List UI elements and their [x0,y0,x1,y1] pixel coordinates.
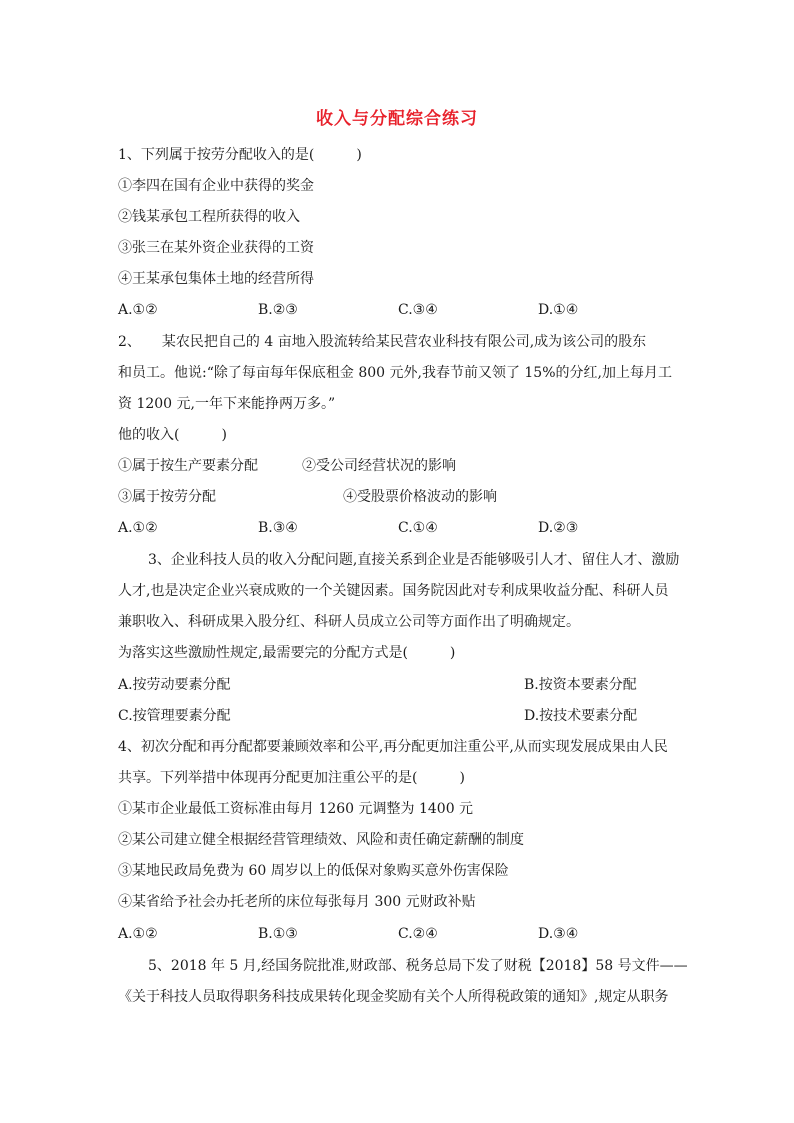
q1-stem: 1、下列属于按劳分配收入的是( ) [118,147,362,163]
q4-option-c: C.②④ [398,926,438,942]
q1-item: ④王某承包集体土地的经营所得 [118,271,314,287]
q1-item: ③张三在某外资企业获得的工资 [118,240,314,256]
q4-item: ①某市企业最低工资标准由每月 1260 元调整为 1400 元 [118,801,474,817]
q4-line: 4、初次分配和再分配都要兼顾效率和公平,再分配更加注重公平,从而实现发展成果由人民 [118,739,668,755]
q3-line: 为落实这些激励性规定,最需要完的分配方式是( ) [118,645,456,661]
q3-line: 人才,也是决定企业兴衰成败的一个关键因素。国务院因此对专利成果收益分配、科研人员 [118,583,669,599]
q1-item: ①李四在国有企业中获得的奖金 [118,178,314,194]
q3-option-b: B.按资本要素分配 [524,677,637,693]
q2-option-c: C.①④ [398,520,438,536]
q4-item: ④某省给予社会办托老所的床位每张每月 300 元财政补贴 [118,894,476,910]
q3-line: 3、企业科技人员的收入分配问题,直接关系到企业是否能够吸引人才、留住人才、激励 [148,552,680,568]
q1-option-a: A.①② [118,302,158,318]
q2-line: 2、 某农民把自己的 4 亩地入股流转给某民营农业科技有限公司,成为该公司的股东 [118,334,647,350]
q4-option-d: D.③④ [538,926,579,942]
q2-item: ①属于按生产要素分配 [118,458,258,474]
q4-item: ③某地民政局免费为 60 周岁以上的低保对象购买意外伤害保险 [118,863,509,879]
q4-item: ②某公司建立健全根据经营管理绩效、风险和责任确定薪酬的制度 [118,832,524,848]
q4-option-b: B.①③ [258,926,298,942]
q1-option-d: D.①④ [538,302,579,318]
q3-option-d: D.按技术要素分配 [524,708,638,724]
q2-item: ③属于按劳分配 [118,489,216,505]
q1-item: ②钱某承包工程所获得的收入 [118,209,300,225]
q3-option-a: A.按劳动要素分配 [118,677,231,693]
q3-line: 兼职收入、科研成果入股分红、科研人员成立公司等方面作出了明确规定。 [118,614,580,630]
q2-line: 资 1200 元,一年下来能挣两万多。” [118,396,336,412]
q2-option-d: D.②③ [538,520,579,536]
q4-option-a: A.①② [118,926,158,942]
page-title: 收入与分配综合练习 [316,109,478,129]
q2-item: ②受公司经营状况的影响 [302,458,456,474]
q4-line: 共享。下列举措中体现再分配更加注重公平的是( ) [118,770,465,786]
q1-option-c: C.③④ [398,302,438,318]
q2-line: 他的收入( ) [118,427,227,443]
q3-option-c: C.按管理要素分配 [118,708,231,724]
q2-item: ④受股票价格波动的影响 [343,489,497,505]
q2-line: 和员工。他说:“除了每亩每年保底租金 800 元外,我春节前又领了 15%的分红,加上每月工 [118,365,672,381]
q2-option-a: A.①② [118,520,158,536]
q1-option-b: B.②③ [258,302,298,318]
q5-line: 《关于科技人员取得职务科技成果转化现金奖励有关个人所得税政策的通知》,规定从职务 [118,989,669,1005]
q5-line: 5、2018 年 5 月,经国务院批准,财政部、税务总局下发了财税【2018】58 号文件—— [148,958,688,974]
q2-option-b: B.③④ [258,520,298,536]
